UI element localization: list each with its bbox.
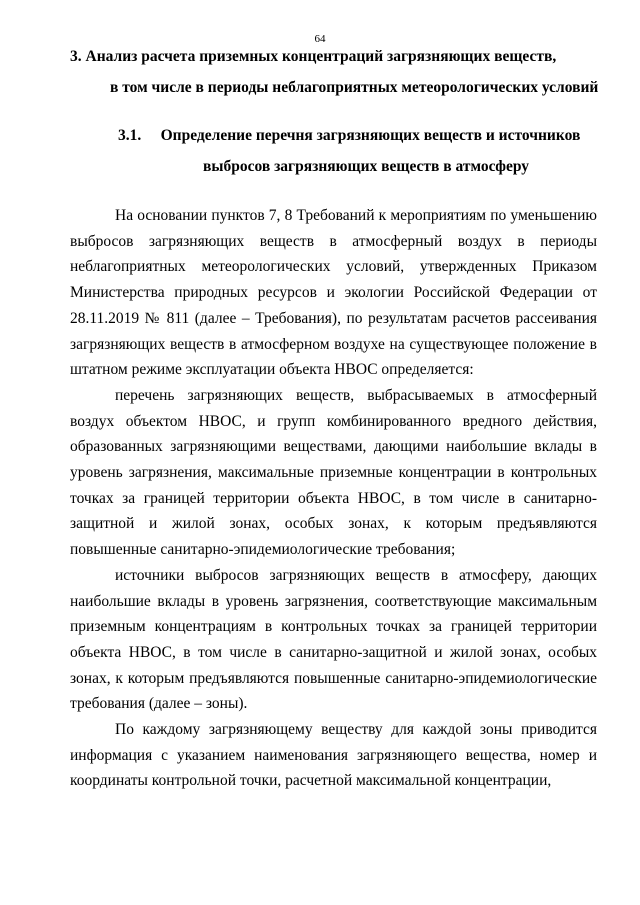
paragraph-list-item-pollutants: перечень загрязняющих веществ, выбрасываемых в атмосферный воздух объектом НВОС, и групп комбинированного вредного действия, образованных загрязняющими веществами, дающими наибольшие вклады в уровень загрязнения, максимальные приземные концентрации в контрольных точках за границей территории объекта НВОС, в том числе в санитарно-защитной и жилой зонах, особых зонах, к которым предъявляются повышенные санитарно-эпидемиологические требования; [70,386,597,559]
paragraph-list-item-sources: источники выбросов загрязняющих веществ в атмосферу, дающих наибольшие вклады в уровень загрязнения, соответствующие максимальным приземным концентрациям в контрольных точках за границей территории объекта НВОС, в том числе в санитарно-защитной и жилой зонах, особых зонах, к которым предъявляются повышенные санитарно-эпидемиологические требования (далее – зоны). [70,566,597,713]
page-number: 64 [314,33,326,45]
body-text [70,203,597,794]
section-heading-line-2: в том числе в периоды неблагоприятных метеорологических условий [110,79,599,96]
paragraph-per-pollutant-info: По каждому загрязняющему веществу для каждой зоны приводится информация с указанием наименования загрязняющего вещества, номер и координаты контрольной точки, расчетной максимальной концентрации, [70,721,597,790]
section-heading-line-1: 3. Анализ расчета приземных концентраций загрязняющих веществ, [70,48,557,65]
subsection-heading-line-1: 3.1. Определение перечня загрязняющих веществ и источников [118,127,581,144]
paragraph-intro: На основании пунктов 7, 8 Требований к мероприятиям по уменьшению выбросов загрязняющих веществ в атмосферный воздух в периоды неблагоприятных метеорологических условий, утвержденных Приказом Министерства природных ресурсов и экологии Российской Федерации от 28.11.2019 № 811 (далее – Требования), по результатам расчетов рассеивания загрязняющих веществ в атмосферном воздухе на существующее положение в штатном режиме эксплуатации объекта НВОС определяется: [70,207,597,379]
subsection-heading-line-2: выбросов загрязняющих веществ в атмосферу [203,158,530,175]
